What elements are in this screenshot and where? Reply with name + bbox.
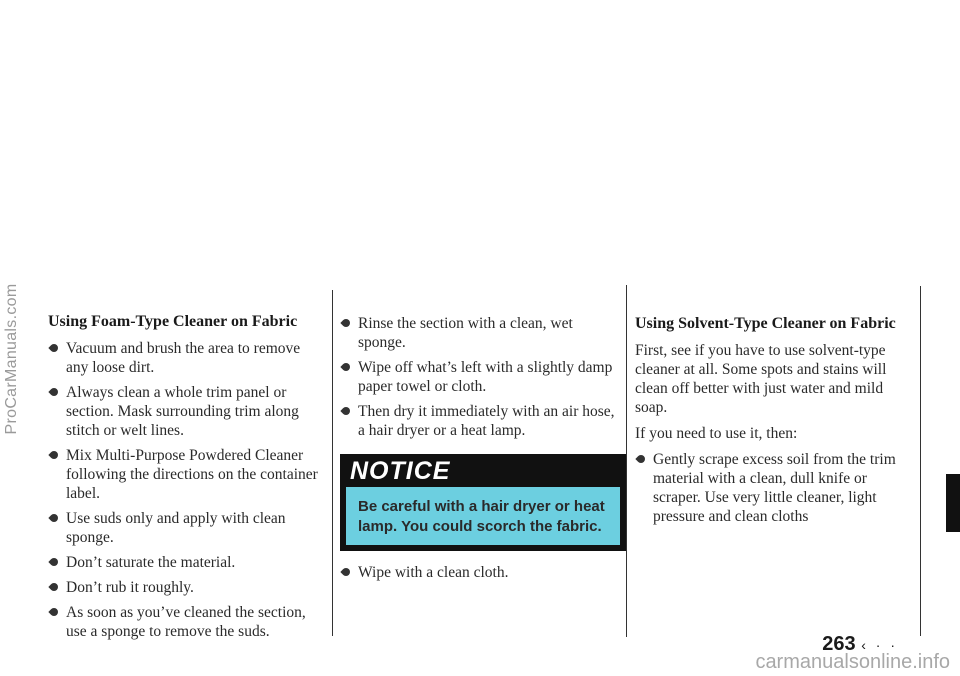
list-item: Gently scrape excess soil from the trim material with a clean, dull knife or scraper. Use very little cleaner, light pressure and clean cloths (635, 450, 913, 526)
section-tab-marker (946, 474, 960, 532)
bottom-watermark: carmanualsonline.info (755, 651, 950, 673)
notice-text: Be careful with a hair dryer or heat lamp. You could scorch the fabric. (346, 487, 620, 545)
list-item: Then dry it immediately with an air hose, a hair dryer or a heat lamp. (340, 402, 622, 440)
solvent-intro-paragraph: First, see if you have to use solvent-type cleaner at all. Some spots and stains will clean off better with just water and mild soap. (635, 342, 887, 416)
page-number-value: 263 (822, 633, 856, 655)
foam-cleaner-steps (48, 339, 326, 641)
solvent-cleaner-heading: Using Solvent-Type Cleaner on Fabric (635, 315, 896, 332)
list-item: As soon as you’ve cleaned the section, use a sponge to remove the suds. (48, 603, 326, 641)
list-item: Don’t rub it roughly. (48, 578, 326, 597)
notice-title: NOTICE (350, 457, 451, 485)
column-rinse-steps (340, 314, 622, 588)
page-continue-marks: ‹ · · (861, 637, 898, 653)
column-solvent-cleaner (635, 314, 913, 532)
column-divider-outer (920, 286, 921, 636)
solvent-condition-paragraph: If you need to use it, then: (635, 425, 798, 442)
list-item: Use suds only and apply with clean sponge. (48, 509, 326, 547)
list-item: Vacuum and brush the area to remove any loose dirt. (48, 339, 326, 377)
foam-cleaner-heading: Using Foam-Type Cleaner on Fabric (48, 313, 298, 330)
column-foam-cleaner (48, 312, 326, 647)
list-item: Rinse the section with a clean, wet sponge. (340, 314, 622, 352)
rinse-steps (340, 314, 622, 440)
notice-box (340, 454, 626, 551)
list-item: Mix Multi-Purpose Powdered Cleaner following the directions on the container label. (48, 446, 326, 503)
list-item: Wipe with a clean cloth. (340, 563, 622, 582)
list-item: Wipe off what’s left with a slightly damp paper towel or cloth. (340, 358, 622, 396)
side-watermark: ProCarManuals.com (3, 283, 20, 435)
list-item: Always clean a whole trim panel or section. Mask surrounding trim along stitch or welt lines. (48, 383, 326, 440)
column-divider-right (626, 285, 627, 637)
list-item: Don’t saturate the material. (48, 553, 326, 572)
solvent-cleaner-steps (635, 450, 913, 526)
column-divider-left (332, 290, 333, 636)
final-rinse-step (340, 563, 622, 582)
